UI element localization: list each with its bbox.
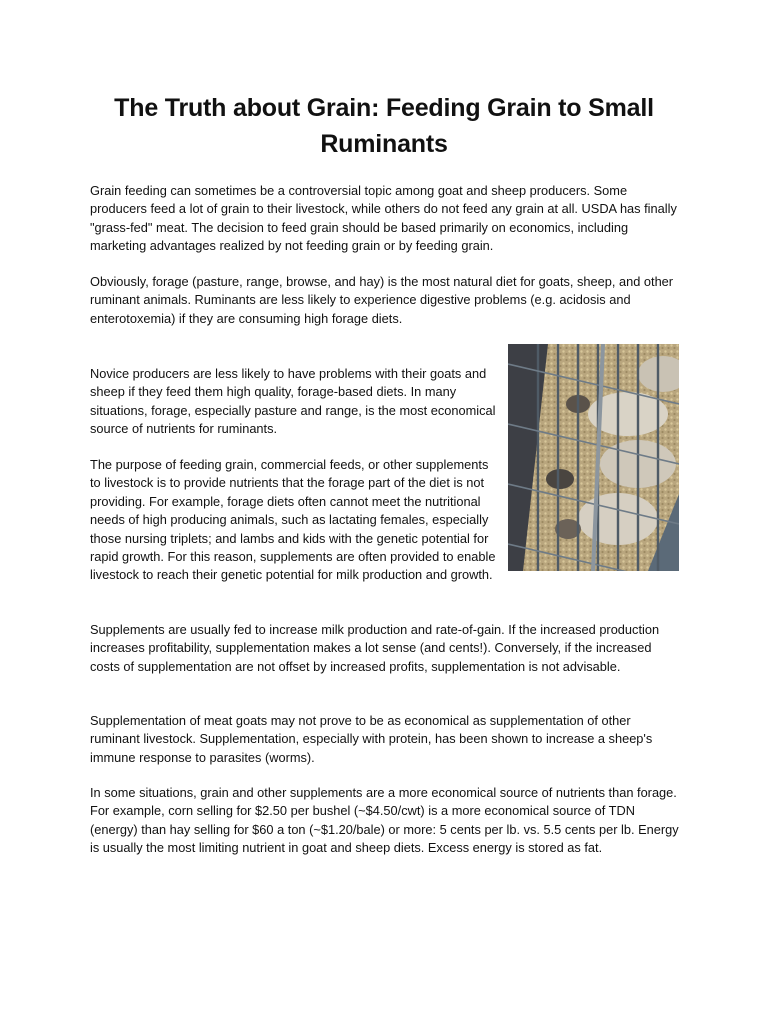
paragraph-purpose: The purpose of feeding grain, commercial feeds, or other supplements to livestock is to provide nutrients that the forage part of the diet is not providing. For example, forage diets often cannot meet the nutritional needs of high producing animals, such as lactating females, especially those nursing triplets; and lambs and kids with the genetic potential for rapid growth. For this reason, supplements are often provided to enable livestock to reach their genetic potential for milk production and growth.: [90, 457, 496, 583]
paragraph-intro: Grain feeding can sometimes be a controversial topic among goat and sheep producers. Some producers feed a lot of grain to their livestock, while others do not feed any grain at all. USDA has finally "grass-fed" meat. The decision to feed grain should be based primarily on economics, including marketing advantages realized by not feeding grain or by feeding grain.: [90, 183, 677, 254]
paragraph-meat-goats: Supplementation of meat goats may not prove to be as economical as supplementation of other ruminant livestock. Supplementation, especially with protein, has been shown to increase a sheep's immune response to parasites (worms).: [90, 713, 653, 765]
paragraph-forage: Obviously, forage (pasture, range, browse, and hay) is the most natural diet for goats, sheep, and other ruminant animals. Ruminants are less likely to experience digestive problems (e.g. acidosis and enterotoxemia) if they are consuming high forage diets.: [90, 274, 674, 326]
paragraph-supplements: Supplements are usually fed to increase milk production and rate-of-gain. If the increased production increases profitability, supplementation makes a lot sense (and cents!). Conversely, if the increased costs of supplementation are not offset by increased profits, supplementation is not advisable.: [90, 622, 660, 674]
paragraph-novice: Novice producers are less likely to have problems with their goats and sheep if they feed them high quality, forage-based diets. In many situations, forage, especially pasture and range, is the most economical source of nutrients for ruminants.: [90, 366, 496, 437]
paragraph-economics: In some situations, grain and other supplements are a more economical source of nutrients than forage. For example, corn selling for $2.50 per bushel (~$4.50/cwt) is a more economical source of TDN (energy) than hay selling for $60 a ton (~$1.20/bale) or more: 5 cents per lb. vs. 5.5 cents per lb. Energy is usually the most limiting nutrient in goat and sheep diets. Excess energy is stored as fat.: [90, 785, 679, 856]
sheep-at-grain-feeder-photo: [508, 344, 679, 571]
document-title: The Truth about Grain: Feeding Grain to Small Ruminants: [114, 94, 654, 158]
sheep-feeder-illustration: [508, 344, 679, 571]
